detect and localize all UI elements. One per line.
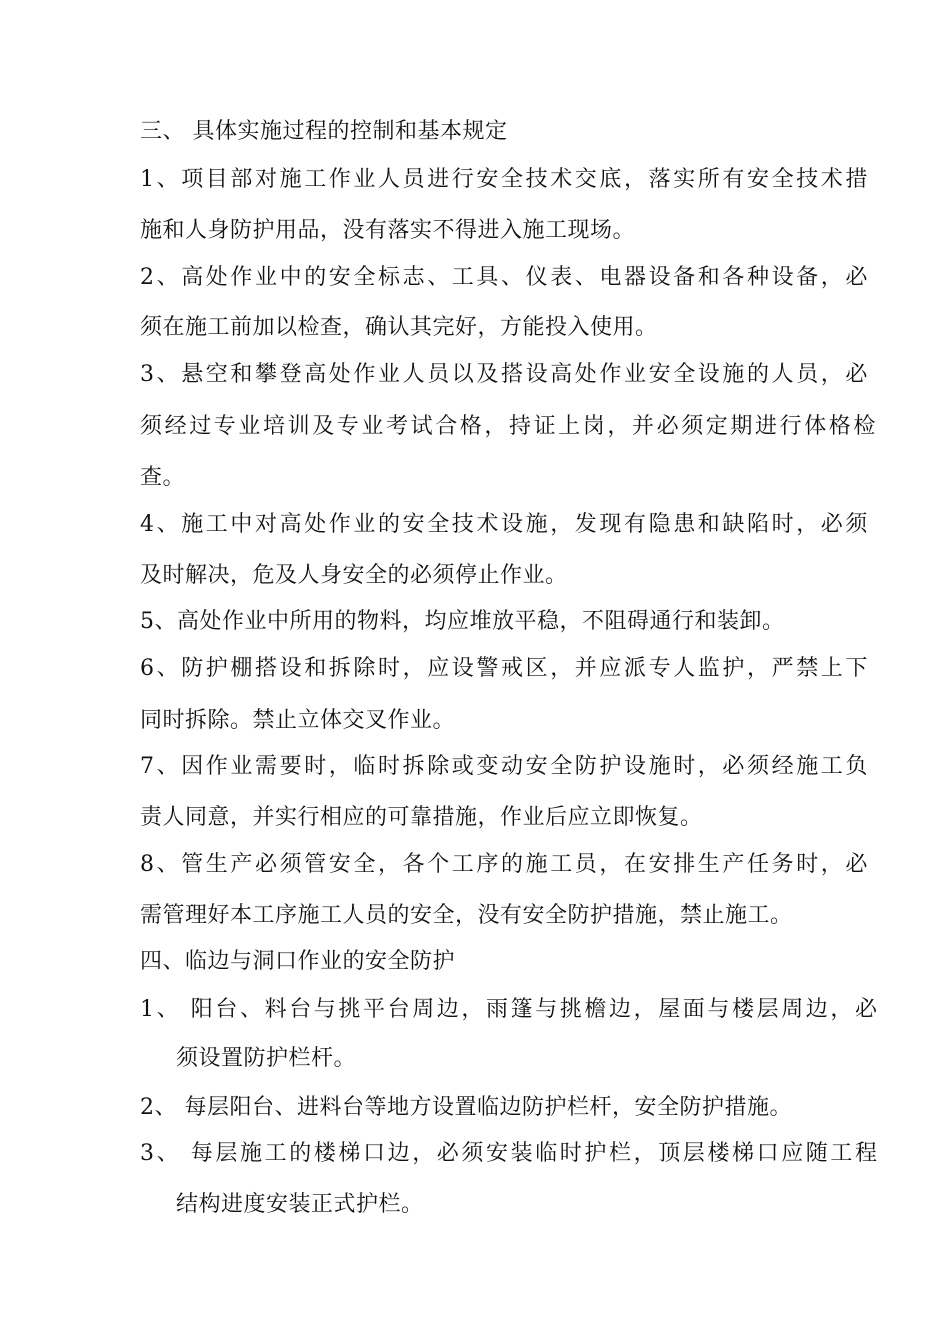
list-item-line: 2、 每层阳台、进料台等地方设置临边防护栏杆，安全防护措施。 <box>140 1095 792 1120</box>
paragraph-line: 需管理好本工序施工人员的安全，没有安全防护措施，禁止施工。 <box>140 903 793 928</box>
paragraph-line: 1、项目部对施工作业人员进行安全技术交底，落实所有安全技术措 <box>140 167 870 192</box>
list-item-line: 1、 阳台、料台与挑平台周边，雨篷与挑檐边，屋面与楼层周边，必 <box>140 997 880 1022</box>
section-heading-3: 三、 具体实施过程的控制和基本规定 <box>140 119 508 144</box>
paragraph-line: 同时拆除。禁止立体交叉作业。 <box>140 708 456 733</box>
paragraph-line: 3、悬空和攀登高处作业人员以及搭设高处作业安全设施的人员，必 <box>140 362 870 387</box>
paragraph-line: 5、高处作业中所用的物料，均应堆放平稳，不阻碍通行和装卸。 <box>140 609 785 634</box>
paragraph-line: 责人同意，并实行相应的可靠措施，作业后应立即恢复。 <box>140 805 703 830</box>
list-item-line: 须设置防护栏杆。 <box>176 1046 357 1071</box>
paragraph-line: 须在施工前加以检查，确认其完好，方能投入使用。 <box>140 315 658 340</box>
list-item-line: 结构进度安装正式护栏。 <box>176 1192 424 1217</box>
paragraph-line: 施和人身防护用品，没有落实不得进入施工现场。 <box>140 218 636 243</box>
paragraph-line: 及时解决，危及人身安全的必须停止作业。 <box>140 563 568 588</box>
list-item-line: 3、 每层施工的楼梯口边，必须安装临时护栏，顶层楼梯口应随工程 <box>140 1141 880 1166</box>
paragraph-line: 7、因作业需要时，临时拆除或变动安全防护设施时，必须经施工负 <box>140 754 870 779</box>
paragraph-line: 6、防护棚搭设和拆除时，应设警戒区，并应派专人监护，严禁上下 <box>140 656 870 681</box>
paragraph-line: 查。 <box>140 465 186 490</box>
paragraph-line: 4、施工中对高处作业的安全技术设施，发现有隐患和缺陷时，必须 <box>140 512 870 537</box>
section-heading-4: 四、临边与洞口作业的安全防护 <box>140 949 456 974</box>
paragraph-line: 2、高处作业中的安全标志、工具、仪表、电器设备和各种设备，必 <box>140 265 870 290</box>
paragraph-line: 须经过专业培训及专业考试合格，持证上岗，并必须定期进行体格检 <box>140 414 879 439</box>
paragraph-line: 8、管生产必须管安全，各个工序的施工员，在安排生产任务时，必 <box>140 852 870 877</box>
